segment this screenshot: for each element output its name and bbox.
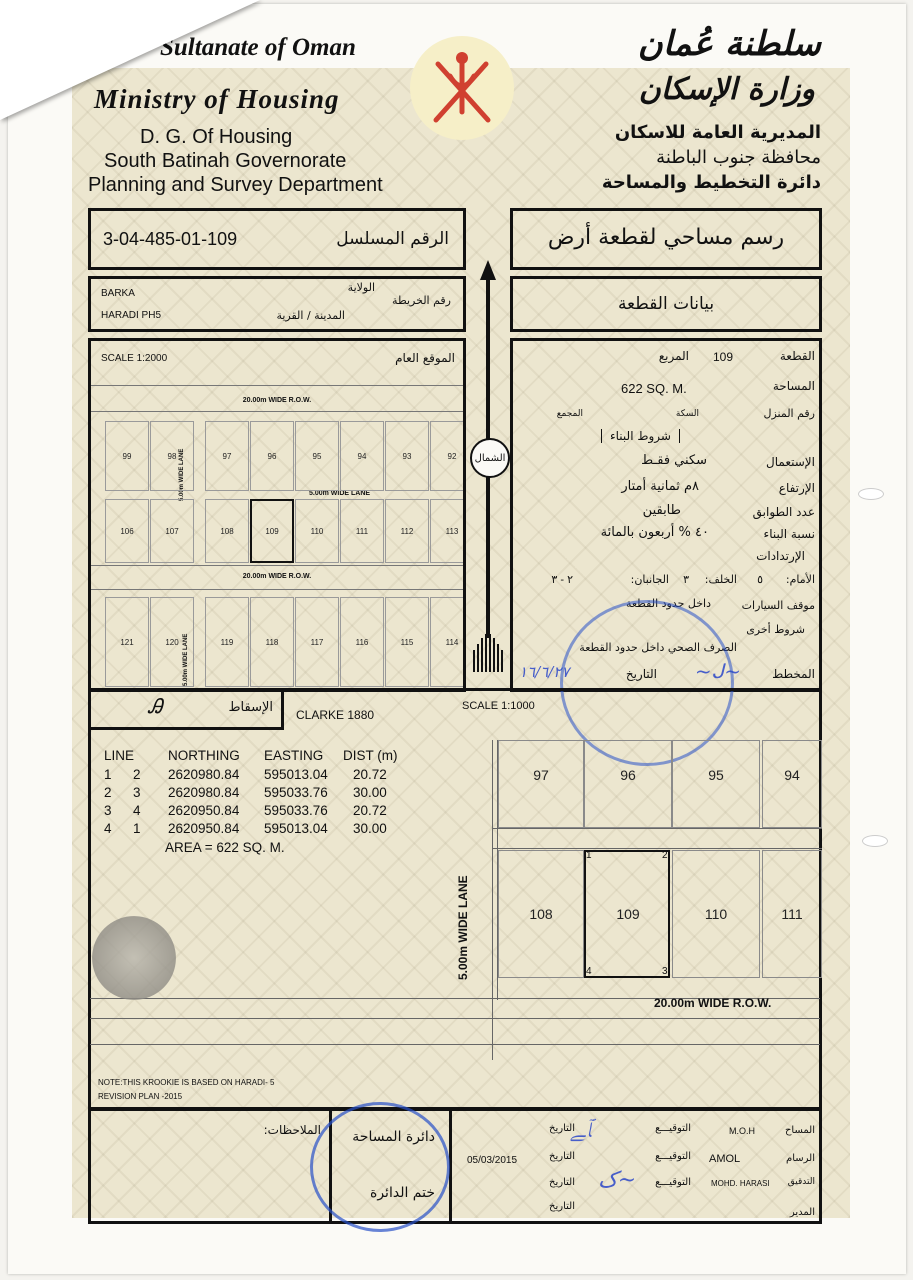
coord-dist: 30.00 [353, 821, 387, 836]
key-plan-title: الموقع العام [395, 351, 455, 365]
sultanate-en: Sultanate of Oman [160, 34, 356, 61]
key-plot-115: 115 [385, 597, 429, 687]
coord-dist: 30.00 [353, 785, 387, 800]
detail-row-label: 20.00m WIDE R.O.W. [654, 996, 772, 1010]
coord-to: 4 [133, 803, 141, 818]
key-plot-92: 92 [430, 421, 466, 491]
governorate-ar: محافظة جنوب الباطنة [656, 147, 821, 168]
detail-plot-97: 97 [498, 740, 584, 828]
checker-signature: ک~ [598, 1168, 637, 1193]
key-plot-97: 97 [205, 421, 249, 491]
plot-data-title-box [510, 276, 822, 332]
plot-value: 109 [713, 350, 734, 364]
governorate-en: South Batinah Governorate [104, 150, 347, 172]
coord-easting: 595033.76 [264, 803, 328, 818]
department-seal [310, 1102, 450, 1232]
serial-box [88, 208, 466, 270]
key-plot-95: 95 [295, 421, 339, 491]
street-label: السكة [675, 409, 699, 419]
coord-from: 2 [104, 785, 112, 800]
area-value: 622 SQ. M. [621, 381, 687, 396]
serial-label: الرقم المسلسل [336, 229, 449, 249]
coord-from: 4 [104, 821, 112, 836]
drafter-label: الرسام [786, 1153, 815, 1164]
projection-label: الإسقاط [228, 700, 273, 715]
ratio-value: ٤٠ % أربعون بالمائة [600, 525, 709, 540]
coord-northing: 2620980.84 [168, 767, 240, 782]
detail-plan-drawing [456, 740, 822, 1060]
wilayat-value: BARKA [101, 288, 135, 299]
village-value: HARADI PH5 [101, 310, 162, 321]
projection-initials: Ꭿ [148, 694, 163, 718]
coord-easting: 595033.76 [264, 785, 328, 800]
key-plot-96: 96 [250, 421, 294, 491]
coord-from: 1 [104, 767, 112, 782]
note-line-2: REVISION PLAN -2015 [98, 1092, 183, 1101]
ratio-label: نسبة البناء [763, 527, 815, 541]
checker-value: MOHD. HARASI [711, 1179, 770, 1188]
key-plot-116: 116 [340, 597, 384, 687]
key-plan-box [88, 338, 466, 692]
location-box [88, 276, 466, 332]
coord-dist: 20.72 [353, 767, 387, 782]
corner-2: 2 [662, 850, 668, 861]
parking-value: داخل حدود القطعة [625, 597, 711, 610]
punch-hole [858, 488, 884, 500]
other-value: الصرف الصحي داخل حدود القطعة [579, 641, 737, 654]
key-lane-label: 5.00m WIDE LANE [309, 490, 371, 497]
front-value: ٥ [757, 574, 763, 586]
date-label-1: التاريخ [549, 1123, 575, 1134]
use-value: سكني فقـط [641, 453, 707, 468]
key-plan-scale: SCALE 1:2000 [101, 353, 168, 364]
area-summary: AREA = 622 SQ. M. [165, 840, 285, 855]
planner-date-handwritten: ١٦/٦/٢٧ [519, 663, 570, 681]
department-ar: دائرة التخطيط والمساحة [601, 172, 821, 193]
document-title: رسم مساحي لقطعة أرض [547, 225, 785, 250]
complex-label: المجمع [556, 409, 583, 419]
key-plot-114: 114 [430, 597, 466, 687]
key-plot-118: 118 [250, 597, 294, 687]
folded-corner [0, 0, 260, 120]
area-label: المساحة [772, 379, 815, 393]
village-label: المدينة / القرية [276, 309, 345, 322]
conditions-title: شروط البناء [601, 429, 680, 443]
coord-header-line: LINE [104, 748, 135, 763]
key-plot-93: 93 [385, 421, 429, 491]
signature-label-2: التوقيـــع [655, 1151, 691, 1162]
seal-label: ختم الدائرة [370, 1185, 435, 1201]
coord-easting: 595013.04 [264, 767, 328, 782]
floors-label: عدد الطوابق [752, 505, 815, 519]
height-value: ٨م ثمانية أمتار [621, 479, 699, 494]
sides-value: ٢ - ٣ [551, 574, 573, 586]
signature-label-1: التوقيـــع [655, 1123, 691, 1134]
key-plot-94: 94 [340, 421, 384, 491]
planner-label: المخطط [772, 667, 815, 681]
date-label-2: التاريخ [549, 1151, 575, 1162]
key-plot-113: 113 [430, 499, 466, 563]
key-plot-117: 117 [295, 597, 339, 687]
key-plot-112: 112 [385, 499, 429, 563]
key-plot-110: 110 [295, 499, 339, 563]
coord-from: 3 [104, 803, 112, 818]
key-plot-111: 111 [340, 499, 384, 563]
punch-hole [862, 835, 888, 847]
dg-en: D. G. Of Housing [140, 126, 293, 148]
planner-signature: ~ᒍ~ [694, 659, 741, 683]
detail-plot-111: 111 [762, 850, 822, 978]
use-label: الإستعمال [766, 455, 815, 469]
coord-easting: 595013.04 [264, 821, 328, 836]
setbacks-label: الإرتدادات [756, 549, 805, 563]
projection-box [88, 688, 284, 730]
remarks-label: الملاحظات: [263, 1123, 321, 1137]
watermark-seal [92, 916, 176, 1000]
key-plot-99: 99 [105, 421, 149, 491]
key-plot-121: 121 [105, 597, 149, 687]
department-en: Planning and Survey Department [88, 174, 383, 196]
draft-date: 05/03/2015 [467, 1155, 518, 1166]
plot-data-title: بيانات القطعة [617, 294, 715, 314]
house-no-label: رقم المنزل [763, 407, 815, 420]
detail-plot-95: 95 [672, 740, 760, 828]
note-line-1: NOTE:THIS KROOKIE IS BASED ON HARADI- 5 [98, 1078, 275, 1087]
key-plot-120: 120 [150, 597, 194, 687]
surveyor-label: المساح [784, 1125, 815, 1136]
wilayat-label: الولاية [347, 281, 375, 294]
projection-value: CLARKE 1880 [296, 708, 375, 722]
north-arrow [466, 258, 510, 690]
detail-scale: SCALE 1:1000 [462, 700, 535, 712]
footer-box [88, 1108, 822, 1224]
dg-ar: المديرية العامة للاسكان [614, 122, 821, 143]
key-row1-label: 20.00m WIDE R.O.W. [242, 397, 312, 404]
key-plot-106: 106 [105, 499, 149, 563]
ministry-en: Ministry of Housing [94, 84, 340, 114]
director-label: المدير [789, 1207, 815, 1218]
date-label-4: التاريخ [549, 1201, 575, 1212]
detail-lane-label: 5.00m WIDE LANE [456, 875, 470, 980]
title-box [510, 208, 822, 270]
surveyor-value: M.O.H [729, 1126, 755, 1136]
map-no-label: رقم الخريطة [392, 294, 451, 307]
key-row2-label: 20.00m WIDE R.O.W. [242, 573, 312, 580]
north-label: الشمال [474, 452, 506, 464]
floors-value: طابقين [642, 503, 681, 518]
coord-northing: 2620950.84 [168, 821, 240, 836]
corner-3: 3 [662, 966, 668, 977]
drafter-value: AMOL [709, 1153, 741, 1165]
footer-signature: ﭑﮯ [570, 1118, 592, 1143]
block-label: المربع [658, 349, 689, 363]
coord-dist: 20.72 [353, 803, 387, 818]
coord-to: 3 [133, 785, 141, 800]
other-label: شروط أخرى [746, 623, 805, 636]
height-label: الإرتفاع [778, 481, 815, 495]
oman-emblem [410, 36, 514, 140]
coord-header-dist: DIST (m) [343, 748, 398, 763]
circle-label: دائرة المساحة [352, 1129, 435, 1145]
sides-label: الجانبان: [630, 573, 669, 586]
key-plot-109: 109 [250, 499, 294, 563]
coord-header-easting: EASTING [264, 748, 324, 763]
date-label-3: التاريخ [549, 1177, 575, 1188]
coord-northing: 2620950.84 [168, 803, 240, 818]
parking-label: موقف السيارات [741, 599, 815, 612]
corner-1: 1 [586, 850, 592, 861]
key-vertical-lane: 5.00m WIDE LANE [179, 448, 185, 501]
detail-plot-110: 110 [672, 850, 760, 978]
detail-plot-94: 94 [762, 740, 822, 828]
coord-header-northing: NORTHING [168, 748, 240, 763]
serial-number: 3-04-485-01-109 [103, 229, 238, 249]
key-plot-98: 98 [150, 421, 194, 491]
front-label: الأمام: [785, 573, 815, 586]
coord-to: 1 [133, 821, 141, 836]
key-plot-107: 107 [150, 499, 194, 563]
detail-plot-96: 96 [584, 740, 672, 828]
detail-plot-108: 108 [498, 850, 584, 978]
key-vertical-lane-2: 5.00m WIDE LANE [183, 633, 189, 686]
date-label: التاريخ [625, 667, 657, 681]
back-value: ٣ [683, 574, 689, 586]
corner-4: 4 [586, 966, 592, 977]
coord-northing: 2620980.84 [168, 785, 240, 800]
coord-to: 2 [133, 767, 141, 782]
plot-label: القطعة [779, 349, 815, 363]
back-label: الخلف: [704, 573, 737, 586]
sultanate-ar: سلطنة عُمان [637, 24, 821, 64]
detail-plot-109: 109 [616, 906, 640, 922]
key-plot-119: 119 [205, 597, 249, 687]
checker-label: التدقيق [787, 1177, 815, 1187]
signature-label-3: التوقيـــع [655, 1177, 691, 1188]
ministry-ar: وزارة الإسكان [638, 72, 815, 107]
key-plot-108: 108 [205, 499, 249, 563]
